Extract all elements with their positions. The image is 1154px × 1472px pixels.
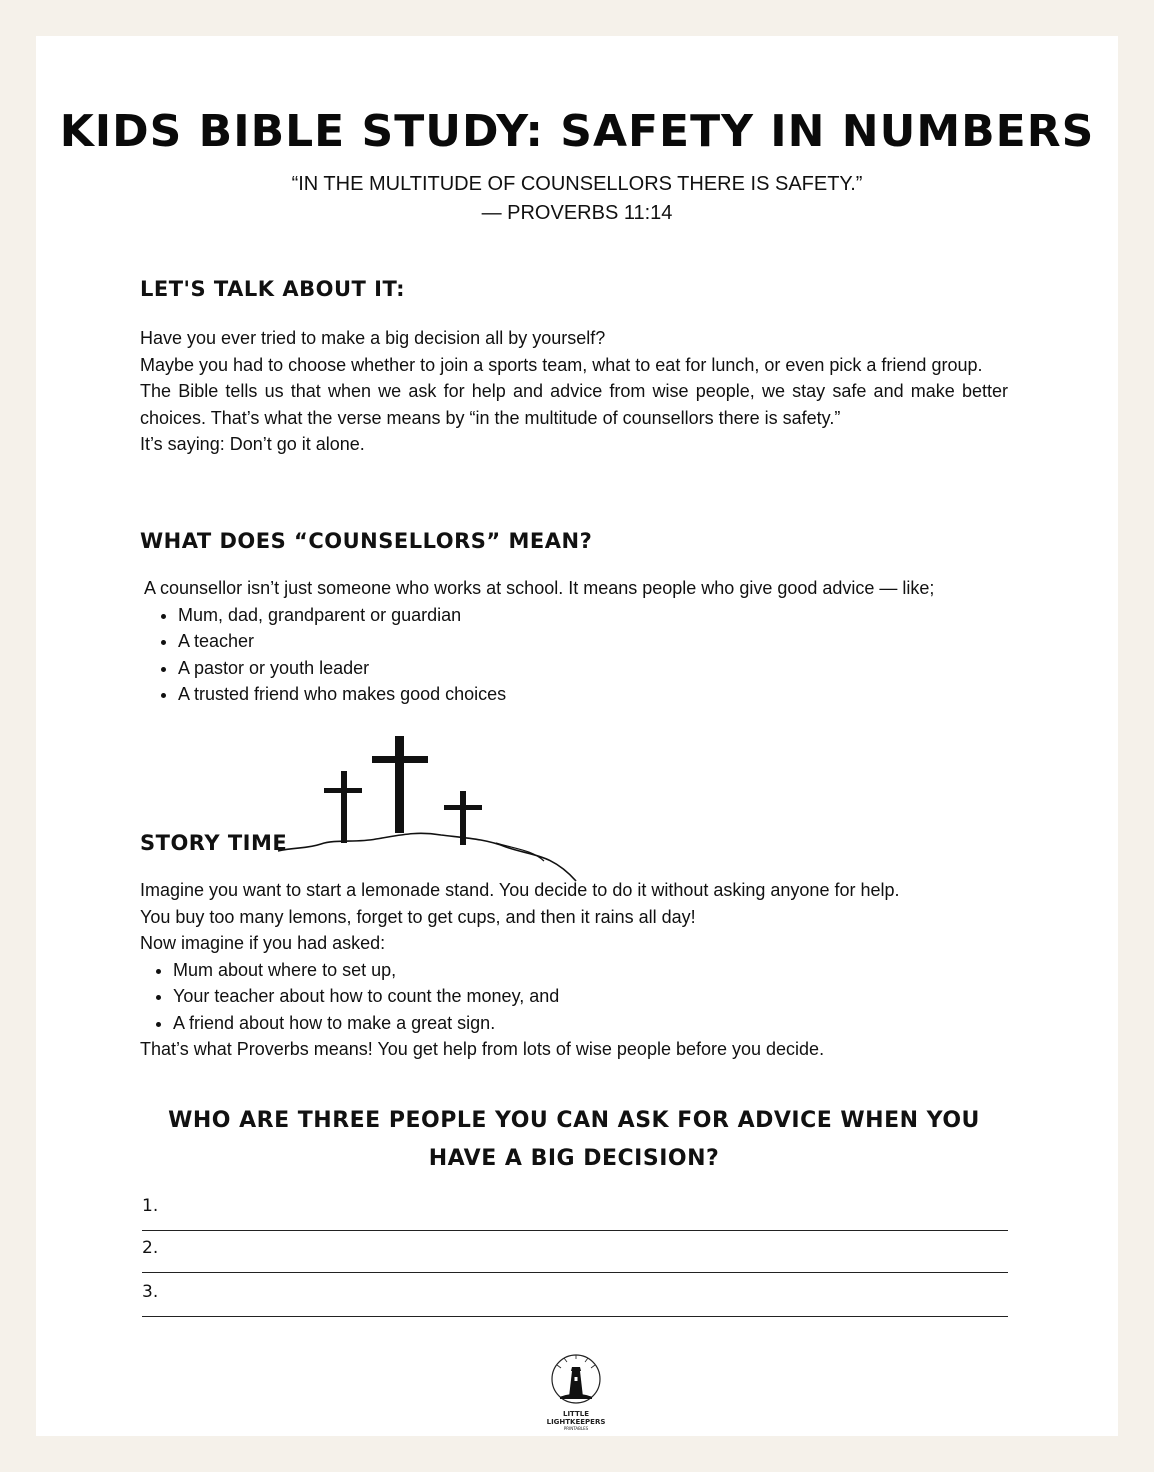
answer-line-2[interactable] — [142, 1236, 1008, 1273]
counsellors-intro: A counsellor isn’t just someone who works at school. It means people who give good advice — like; — [140, 578, 935, 598]
talk-line: The Bible tells us that when we ask for help and advice from wise people, we stay safe and make better choices. That’s what the verse means by “in the multitude of counsellors there is safety.” — [140, 381, 1008, 428]
brand-logo — [541, 1353, 611, 1431]
list-item: • A pastor or youth leader — [178, 655, 1008, 682]
bible-verse — [36, 170, 1118, 228]
counsellors-section — [140, 575, 1008, 708]
counsellors-list — [140, 602, 1008, 708]
list-item: • A teacher — [178, 628, 1008, 655]
logo-line-1: LITTLE — [562, 1410, 590, 1418]
talk-heading: LET'S TALK ABOUT IT: — [140, 277, 406, 301]
logo-line-2: LIGHTKEEPERS — [546, 1418, 606, 1426]
answer-number: 3. — [142, 1282, 159, 1302]
list-item: • A friend about how to make a great sign. — [173, 1010, 1008, 1037]
hill-line — [278, 833, 576, 881]
talk-line: Maybe you had to choose whether to join a sports team, what to eat for lunch, or even pick a friend group. — [140, 354, 983, 375]
list-item: • Mum, dad, grandparent or guardian — [178, 602, 1008, 629]
list-item: • Your teacher about how to count the money, and — [173, 983, 1008, 1010]
list-item: • Mum about where to set up, — [173, 957, 1008, 984]
answer-line-3[interactable] — [142, 1280, 1008, 1317]
answer-number: 1. — [142, 1196, 159, 1216]
verse-reference: — PROVERBS 11:14 — [481, 202, 673, 224]
story-line: You buy too many lemons, forget to get cups, and then it rains all day! — [140, 906, 696, 927]
talk-section — [140, 325, 1008, 458]
story-list — [140, 957, 1008, 1037]
page-title: KIDS BIBLE STUDY: SAFETY IN NUMBERS — [59, 106, 1095, 157]
lighthouse-icon — [550, 1353, 602, 1405]
answer-number: 2. — [142, 1238, 159, 1258]
verse-quote: “IN THE MULTITUDE OF COUNSELLORS THERE IS SAFETY.” — [291, 173, 863, 195]
question-prompt: WHO ARE THREE PEOPLE YOU CAN ASK FOR ADVICE WHEN YOU HAVE A BIG DECISION? — [168, 1108, 980, 1171]
three-crosses-illustration — [276, 731, 586, 891]
worksheet-page — [36, 36, 1118, 1436]
counsellors-heading: WHAT DOES “COUNSELLORS” MEAN? — [140, 529, 593, 553]
story-section — [140, 877, 1008, 1063]
left-cross-icon — [324, 771, 362, 843]
logo-line-3: PRINTABLES — [563, 1426, 589, 1431]
list-item: • A trusted friend who makes good choices — [178, 681, 1008, 708]
talk-line: It’s saying: Don’t go it alone. — [140, 434, 365, 454]
talk-line: Have you ever tried to make a big decision all by yourself? — [140, 328, 606, 348]
story-closing: That’s what Proverbs means! You get help from lots of wise people before you decide. — [140, 1039, 825, 1059]
story-heading: STORY TIME — [140, 831, 288, 855]
right-cross-icon — [444, 791, 482, 845]
center-cross-icon — [372, 736, 428, 833]
story-line: Now imagine if you had asked: — [140, 933, 386, 953]
story-line: Imagine you want to start a lemonade stand. You decide to do it without asking anyone for help. — [140, 880, 900, 900]
answer-line-1[interactable] — [142, 1194, 1008, 1231]
